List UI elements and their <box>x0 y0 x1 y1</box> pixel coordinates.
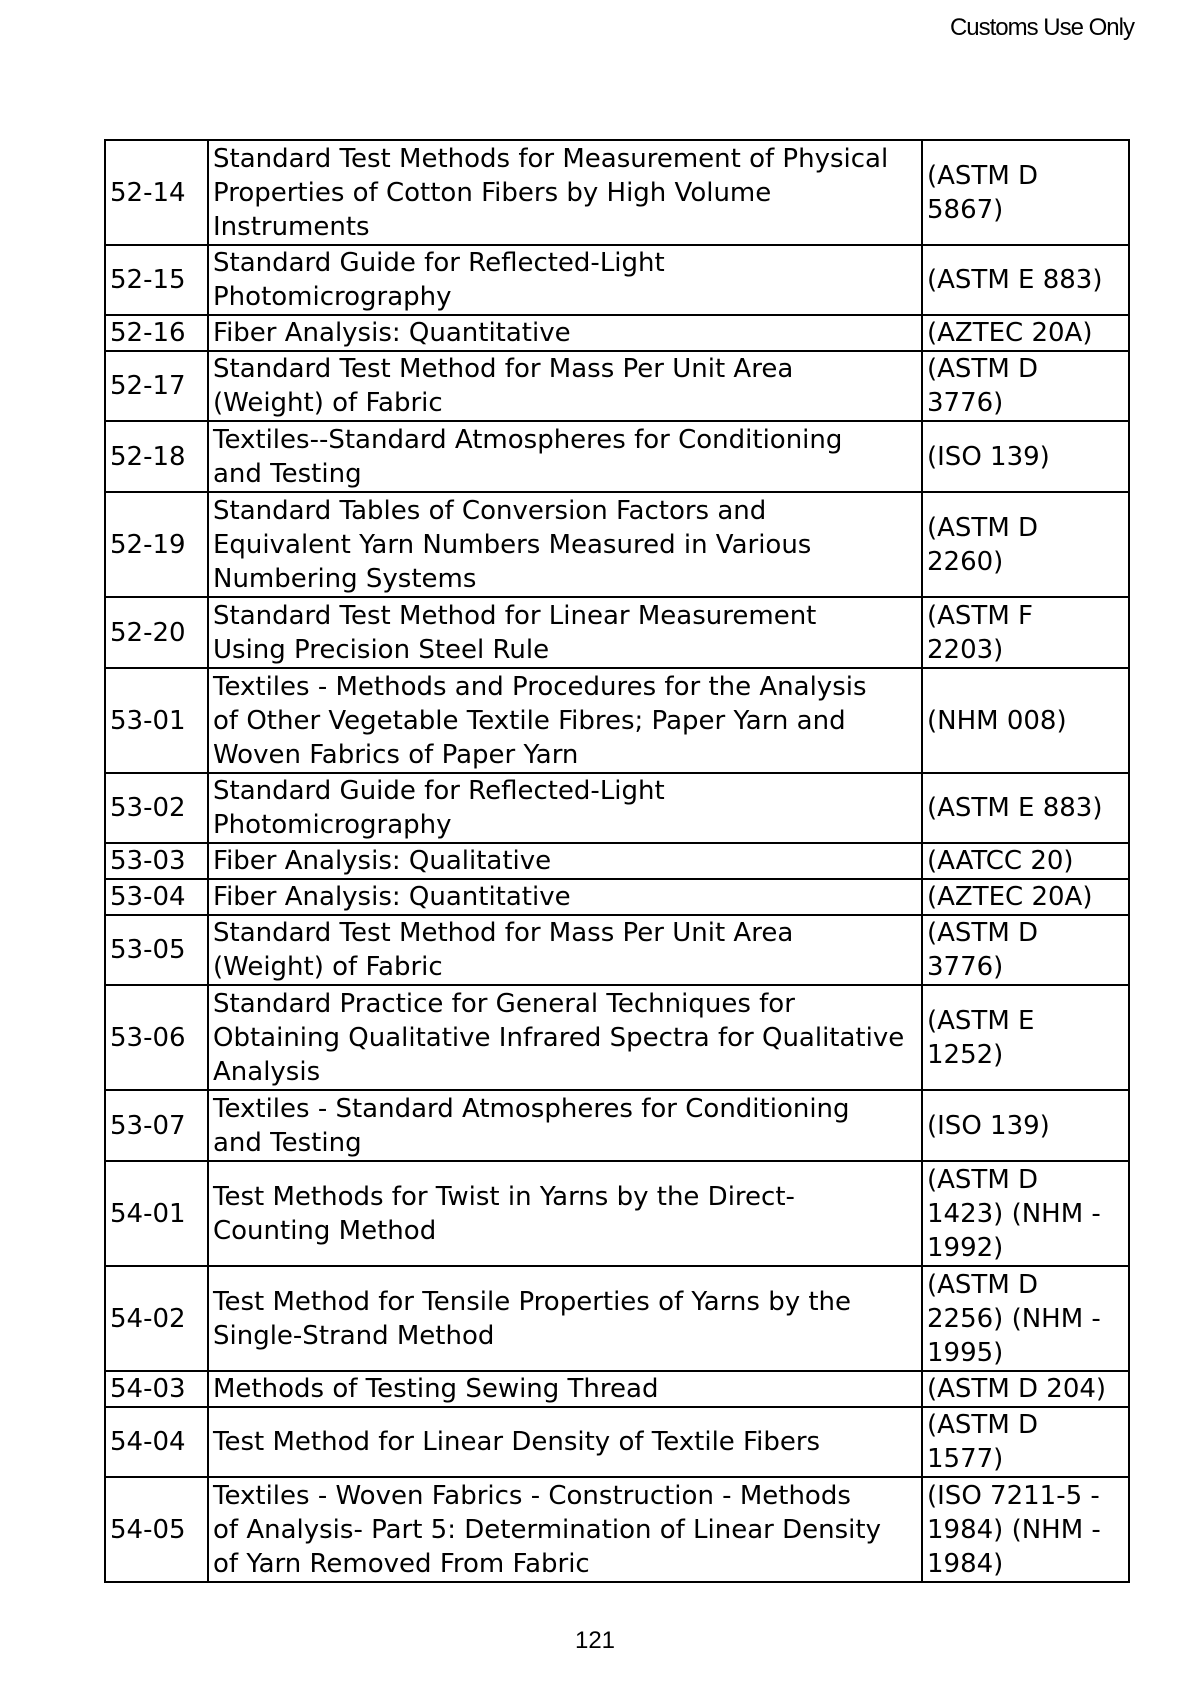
row-title: Standard Guide for Reflected-Light Photomicrography <box>208 773 922 843</box>
row-reference: (AZTEC 20A) <box>922 315 1129 351</box>
row-title: Standard Test Method for Linear Measurement Using Precision Steel Rule <box>208 597 922 668</box>
table-row <box>105 879 1129 915</box>
row-code: 53-04 <box>105 879 208 915</box>
row-code: 54-04 <box>105 1407 208 1477</box>
test-methods-table <box>104 139 1130 1583</box>
customs-use-only-note: Customs Use Only <box>949 14 1134 41</box>
row-title: Standard Test Method for Mass Per Unit Area (Weight) of Fabric <box>208 351 922 421</box>
row-code: 53-07 <box>105 1090 208 1161</box>
row-title: Textiles - Methods and Procedures for the Analysis of Other Vegetable Textile Fibres; Paper Yarn and Woven Fabrics of Paper Yarn <box>208 668 922 773</box>
row-title: Standard Test Methods for Measurement of Physical Properties of Cotton Fibers by High Volume Instruments <box>208 140 922 245</box>
row-code: 53-03 <box>105 843 208 879</box>
row-title: Standard Test Method for Mass Per Unit Area (Weight) of Fabric <box>208 915 922 985</box>
row-title: Standard Tables of Conversion Factors and Equivalent Yarn Numbers Measured in Various Numbering Systems <box>208 492 922 597</box>
table-row <box>105 1266 1129 1371</box>
test-methods-table-body <box>105 140 1129 1582</box>
table-row <box>105 843 1129 879</box>
row-code: 53-06 <box>105 985 208 1090</box>
row-code: 54-02 <box>105 1266 208 1371</box>
row-code: 53-05 <box>105 915 208 985</box>
row-title: Standard Practice for General Techniques for Obtaining Qualitative Infrared Spectra for Qualitative Analysis <box>208 985 922 1090</box>
row-code: 54-05 <box>105 1477 208 1582</box>
table-row <box>105 915 1129 985</box>
row-title: Textiles--Standard Atmospheres for Conditioning and Testing <box>208 421 922 492</box>
row-reference: (ASTM E 1252) <box>922 985 1129 1090</box>
row-code: 52-15 <box>105 245 208 315</box>
table-row <box>105 351 1129 421</box>
row-code: 52-20 <box>105 597 208 668</box>
row-title: Methods of Testing Sewing Thread <box>208 1371 922 1407</box>
table-row <box>105 1477 1129 1582</box>
row-code: 54-01 <box>105 1161 208 1266</box>
row-code: 53-02 <box>105 773 208 843</box>
row-title: Test Method for Linear Density of Textile Fibers <box>208 1407 922 1477</box>
row-code: 53-01 <box>105 668 208 773</box>
row-reference: (ASTM E 883) <box>922 245 1129 315</box>
row-reference: (ASTM D 2260) <box>922 492 1129 597</box>
row-title: Fiber Analysis: Quantitative <box>208 315 922 351</box>
row-code: 52-14 <box>105 140 208 245</box>
table-row <box>105 668 1129 773</box>
row-reference: (ASTM D 204) <box>922 1371 1129 1407</box>
row-reference: (NHM 008) <box>922 668 1129 773</box>
row-code: 54-03 <box>105 1371 208 1407</box>
table-row <box>105 1407 1129 1477</box>
row-reference: (ISO 139) <box>922 421 1129 492</box>
table-row <box>105 1371 1129 1407</box>
row-code: 52-17 <box>105 351 208 421</box>
table-row <box>105 1161 1129 1266</box>
row-reference: (ISO 7211-5 - 1984) (NHM - 1984) <box>922 1477 1129 1582</box>
table-row <box>105 773 1129 843</box>
row-code: 52-19 <box>105 492 208 597</box>
row-title: Test Methods for Twist in Yarns by the Direct- Counting Method <box>208 1161 922 1266</box>
table-row <box>105 1090 1129 1161</box>
row-title: Fiber Analysis: Qualitative <box>208 843 922 879</box>
row-title: Fiber Analysis: Quantitative <box>208 879 922 915</box>
table-row <box>105 492 1129 597</box>
row-title: Textiles - Woven Fabrics - Construction - Methods of Analysis- Part 5: Determination of Linear Density of Yarn Removed From Fabric <box>208 1477 922 1582</box>
row-title: Textiles - Standard Atmospheres for Conditioning and Testing <box>208 1090 922 1161</box>
row-reference: (ASTM D 5867) <box>922 140 1129 245</box>
row-reference: (AZTEC 20A) <box>922 879 1129 915</box>
row-code: 52-18 <box>105 421 208 492</box>
row-code: 52-16 <box>105 315 208 351</box>
row-reference: (ISO 139) <box>922 1090 1129 1161</box>
row-reference: (ASTM D 1577) <box>922 1407 1129 1477</box>
row-reference: (AATCC 20) <box>922 843 1129 879</box>
row-reference: (ASTM D 2256) (NHM - 1995) <box>922 1266 1129 1371</box>
row-reference: (ASTM D 3776) <box>922 915 1129 985</box>
table-row <box>105 421 1129 492</box>
row-reference: (ASTM D 3776) <box>922 351 1129 421</box>
table-row <box>105 140 1129 245</box>
table-row <box>105 597 1129 668</box>
row-title: Test Method for Tensile Properties of Yarns by the Single-Strand Method <box>208 1266 922 1371</box>
page-number: 121 <box>574 1627 616 1654</box>
row-reference: (ASTM D 1423) (NHM - 1992) <box>922 1161 1129 1266</box>
row-reference: (ASTM F 2203) <box>922 597 1129 668</box>
row-title: Standard Guide for Reflected-Light Photomicrography <box>208 245 922 315</box>
table-row <box>105 315 1129 351</box>
row-reference: (ASTM E 883) <box>922 773 1129 843</box>
table-row <box>105 985 1129 1090</box>
table-row <box>105 245 1129 315</box>
